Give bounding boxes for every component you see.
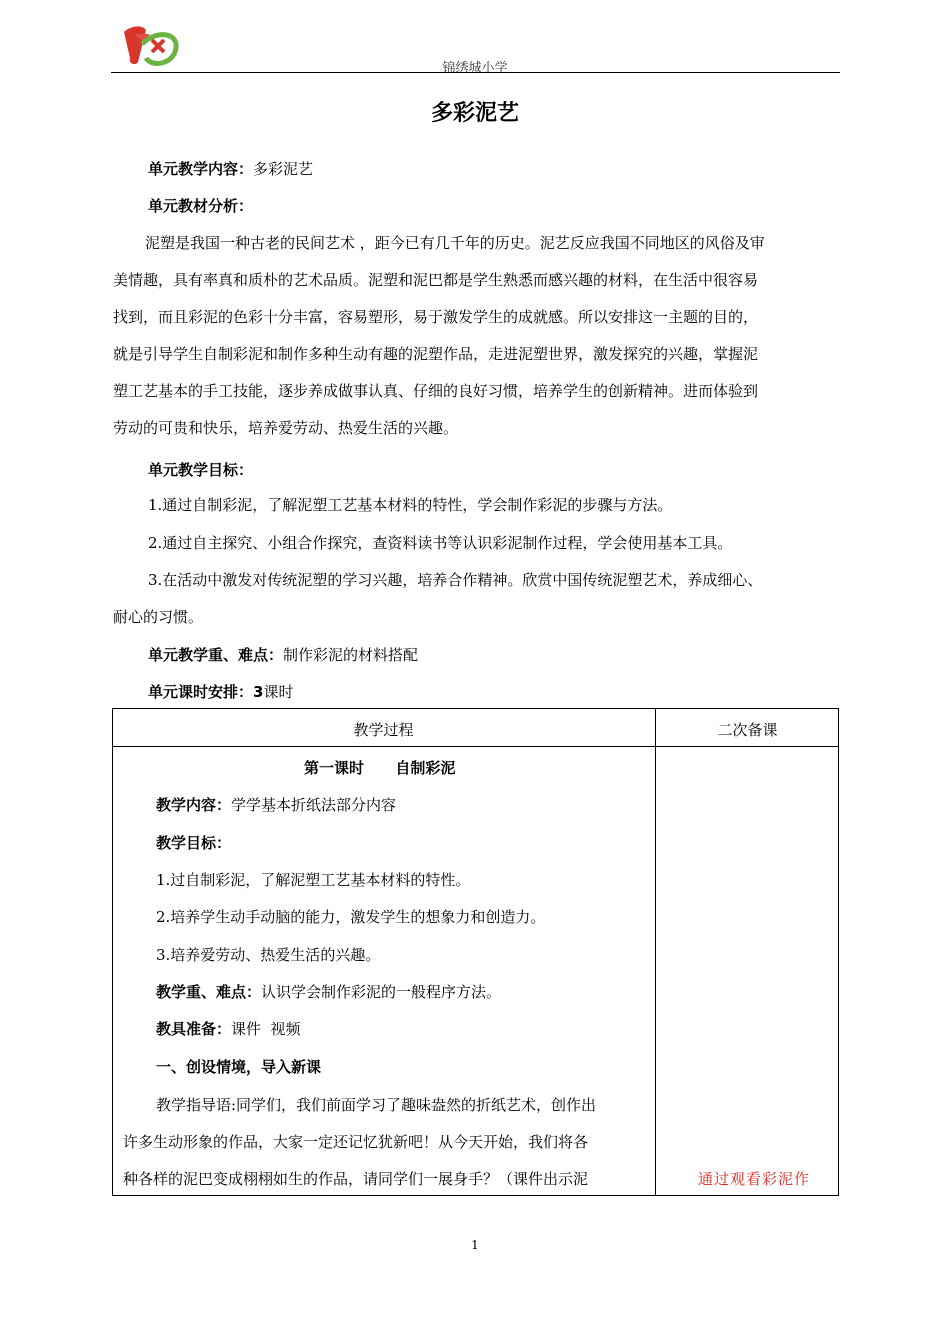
unit-content-label: 单元教学内容： — [148, 160, 254, 178]
goal-item: 3.在活动中激发对传统泥塑的学习兴趣，培养合作精神。欣赏中国传统泥塑艺术，养成细心、 — [148, 571, 763, 589]
page-title: 多彩泥艺 — [430, 101, 519, 126]
goal-item: 耐心的习惯。 — [113, 608, 204, 626]
analysis-line: 劳动的可贵和快乐，培养爱劳动、热爱生活的兴趣。 — [113, 419, 459, 437]
header-school-name: 锦绣城小学 — [442, 61, 508, 76]
table-header-divider — [112, 746, 839, 747]
lesson-goal-item: 2.培养学生动手动脑的能力，激发学生的想象力和创造力。 — [156, 908, 546, 926]
section-heading: 一、创设情境，导入新课 — [156, 1058, 322, 1076]
lesson-tools — [156, 1019, 301, 1039]
key-points-label: 单元教学重、难点： — [148, 646, 284, 664]
key-points-value: 制作彩泥的材料搭配 — [283, 646, 419, 664]
analysis-paragraph — [113, 225, 840, 447]
analysis-line: 塑工艺基本的手工技能，逐步养成做事认真、仔细的良好习惯，培养学生的创新精神。进而体验到 — [113, 382, 759, 400]
analysis-line: 泥塑是我国一种古老的民间艺术 ，距今已有几千年的历史。泥艺反应我国不同地区的风俗及审 — [145, 234, 765, 252]
revision-note: 通过观看彩泥作 — [698, 1170, 811, 1188]
lesson-goals-label: 教学目标： — [156, 834, 232, 852]
schedule-hours: 3 — [253, 683, 264, 701]
key-points — [148, 645, 418, 665]
schedule-label: 单元课时安排： — [148, 683, 254, 701]
guide-line: 教学指导语:同学们，我们前面学习了趣味盎然的折纸艺术，创作出 — [156, 1096, 597, 1114]
table-header-notes: 二次备课 — [717, 721, 778, 739]
unit-content — [148, 159, 313, 179]
header-divider — [111, 72, 840, 73]
lesson-content-value: 学学基本折纸法部分内容 — [231, 796, 397, 814]
lesson-goal-item: 1.过自制彩泥，了解泥塑工艺基本材料的特性。 — [156, 871, 471, 889]
guide-line: 许多生动形象的作品，大家一定还记忆犹新吧！从今天开始，我们将各 — [123, 1133, 589, 1151]
lesson-goal-item: 3.培养爱劳动、热爱生活的兴趣。 — [156, 946, 381, 964]
table-column-divider — [655, 708, 656, 1196]
lesson-title: 第一课时 自制彩泥 — [304, 759, 456, 777]
lesson-tools-value: 课件 视频 — [231, 1020, 301, 1038]
lesson-content — [156, 795, 396, 815]
lesson-content-label: 教学内容： — [156, 796, 232, 814]
lesson-key — [156, 982, 501, 1002]
lesson-key-value: 认识学会制作彩泥的一般程序方法。 — [261, 983, 502, 1001]
goals-label: 单元教学目标： — [148, 461, 254, 479]
goal-item: 1.通过自制彩泥，了解泥塑工艺基本材料的特性，学会制作彩泥的步骤与方法。 — [148, 496, 673, 514]
lesson-key-label: 教学重、难点： — [156, 983, 262, 1001]
analysis-line: 美情趣，具有率真和质朴的艺术品质。泥塑和泥巴都是学生熟悉而感兴趣的材料，在生活中很容易 — [113, 271, 759, 289]
table-header-process: 教学过程 — [353, 721, 414, 739]
guide-line: 种各样的泥巴变成栩栩如生的作品，请同学们一展身手？（课件出示泥 — [123, 1170, 589, 1188]
analysis-line: 找到，而且彩泥的色彩十分丰富，容易塑形，易于激发学生的成就感。所以安排这一主题的目的， — [113, 308, 759, 326]
page-number: 1 — [471, 1238, 479, 1252]
schedule-unit: 课时 — [263, 683, 294, 701]
analysis-label: 单元教材分析： — [148, 197, 254, 215]
unit-content-value: 多彩泥艺 — [253, 160, 314, 178]
lesson-tools-label: 教具准备： — [156, 1020, 232, 1038]
goal-item: 2.通过自主探究、小组合作探究，查资料读书等认识彩泥制作过程，学会使用基本工具。 — [148, 534, 733, 552]
analysis-line: 就是引导学生自制彩泥和制作多种生动有趣的泥塑作品，走进泥塑世界，激发探究的兴趣，掌握泥 — [113, 345, 759, 363]
schedule — [148, 682, 293, 702]
